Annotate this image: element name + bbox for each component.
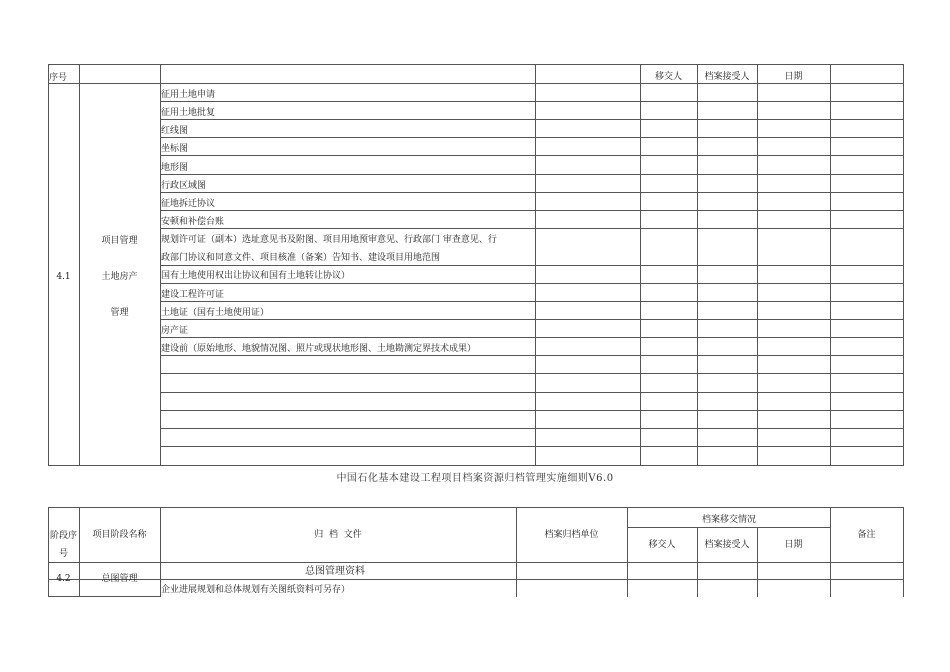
doc-row: 坐标图 (161, 144, 189, 154)
header-seq: 序号 (49, 73, 68, 83)
header-transfer: 移交人 (654, 72, 682, 82)
doc-row: 国有土地使用权出让协议和国有土地转让协议） (161, 271, 351, 281)
table1-row-line (160, 155, 904, 156)
table2-col-line (160, 507, 161, 597)
header-receiver: 档案接受人 (704, 72, 750, 82)
stage-name-line1: 项目管理 (101, 236, 138, 246)
header-date: 日期 (784, 540, 803, 550)
table1-border-bottom (48, 465, 904, 466)
header-archive-unit: 档案归档单位 (544, 530, 599, 540)
table1-row-line (160, 283, 904, 284)
doc-row: 土地证（国有土地使用证） (161, 308, 270, 318)
doc-row: 政部门协议和同意文件、项目核准（备案）告知书、建设项目用地范围 (161, 253, 441, 263)
header-stage-seq-line1: 阶段序 (49, 531, 77, 541)
header-stage-seq-line2: 号 (58, 549, 68, 559)
table2-border-right (903, 507, 904, 597)
table1-row-line (160, 337, 904, 338)
doc-row: 房产证 (161, 326, 189, 336)
table1-col-line (79, 64, 80, 466)
table1-row-line (160, 301, 904, 302)
doc-row: 征用土地申请 (161, 90, 216, 100)
stage-name-line3: 管理 (110, 308, 129, 318)
document-footer-title: 中国石化基本建设工程项目档案资源归档管理实施细则V6.0 (336, 473, 614, 484)
table1-row-line (160, 119, 904, 120)
doc-row: 行政区域图 (161, 181, 207, 191)
section-number: 4.2 (56, 574, 71, 584)
table2-subheader-line (627, 527, 831, 528)
header-transfer: 移交人 (648, 540, 676, 550)
doc-row: 安顿和补偿台账 (161, 217, 225, 227)
table1-row-line (160, 319, 904, 320)
table1-row-line (160, 428, 904, 429)
stage-name-line2: 土地房产 (101, 272, 138, 282)
table1-row-line (160, 392, 904, 393)
table1-row-line (160, 137, 904, 138)
table1-row-line (160, 446, 904, 447)
header-transfer-status: 档案移交情况 (701, 515, 756, 525)
doc-row: 建设前（原始地形、地貌情况图、照片或现状地形图、土地勘测定界技术成果） (161, 344, 477, 354)
table1-row-line (160, 101, 904, 102)
table1-border-top (48, 64, 904, 65)
doc-row: 红线图 (161, 126, 189, 136)
section-heading: 总图管理资料 (305, 566, 365, 577)
doc-row: 征地拆迁协议 (161, 199, 216, 209)
header-archive-file: 归 档 文件 (314, 530, 362, 540)
header-date: 日期 (784, 72, 803, 82)
header-receiver: 档案接受人 (704, 540, 750, 550)
table1-row-line (160, 192, 904, 193)
table1-row-line (160, 210, 904, 211)
table2-row-line (48, 596, 161, 597)
table1-row-line (160, 355, 904, 356)
table1-row-line (160, 265, 904, 266)
table1-row-line (160, 373, 904, 374)
table1-header-line (48, 83, 904, 84)
table1-row-line (160, 410, 904, 411)
table1-border-left (48, 64, 49, 466)
table2-header-line (48, 562, 904, 563)
doc-row: 征用土地批复 (161, 108, 216, 118)
table2-border-top (48, 507, 904, 508)
section-name: 总图管理 (101, 574, 138, 584)
doc-row: 规划许可证（副本）选址意见书及附图、项目用地预审意见、行政部门 审查意见、行 (161, 235, 497, 245)
table2-row-line (48, 579, 904, 580)
header-remark: 备注 (857, 530, 876, 540)
header-stage-name: 项目阶段名称 (92, 530, 147, 540)
table2-col-line (516, 507, 517, 597)
section-number: 4.1 (56, 272, 71, 282)
doc-row: 地形图 (161, 163, 189, 173)
doc-row: 建设工程许可证 (161, 290, 225, 300)
doc-row: 企业进展规划和总体规划有关图纸资料可另存） (161, 585, 351, 595)
table1-row-line (160, 174, 904, 175)
table1-row-line (160, 228, 904, 229)
